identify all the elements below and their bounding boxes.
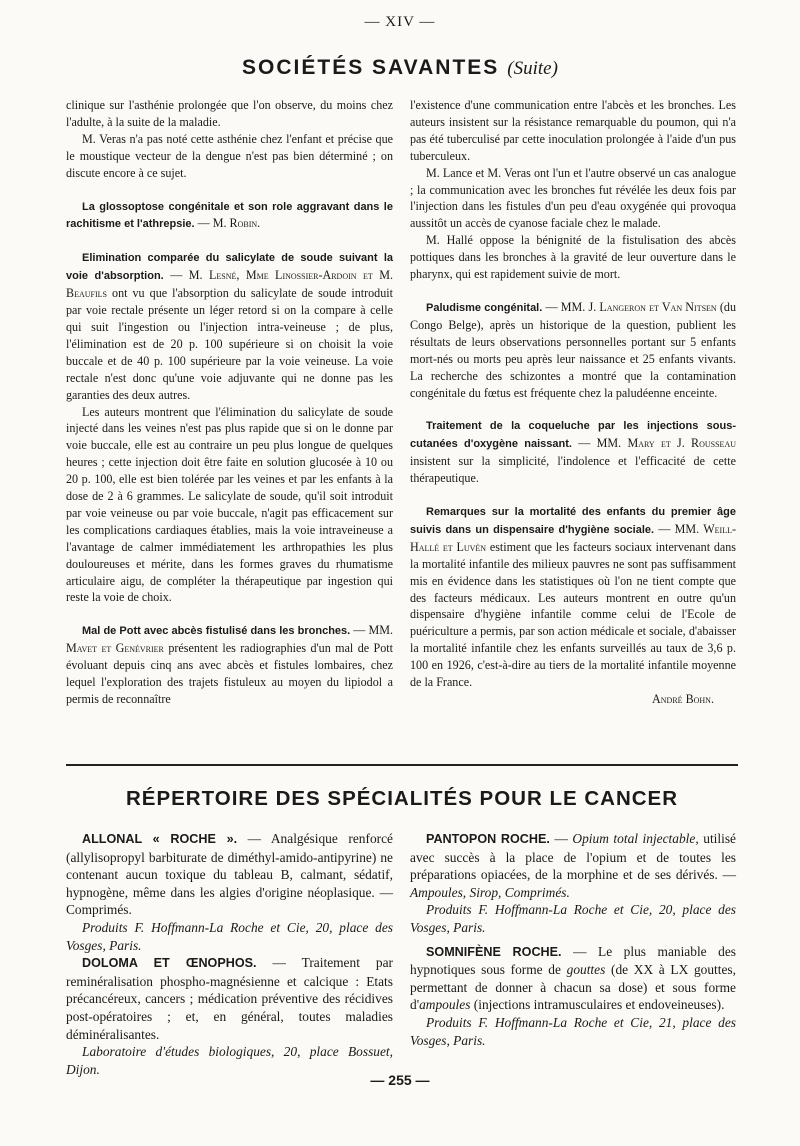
allonal-entry (66, 830, 393, 919)
left-column (66, 97, 393, 708)
right-column (410, 97, 736, 708)
pott-entry (66, 622, 393, 708)
doloma-entry (66, 954, 393, 1043)
somnifene-entry (410, 943, 736, 1014)
entry-title: Traitement de la coqueluche par les injections sous-cutanées d'oxygène naissant. (410, 420, 736, 451)
paragraph: M. Hallé oppose la bénignité de la fistulisation des abcès pottiques dans les bronches à la gravité de leur ouverture dans le pharynx, qui est rapidement suivie de mort. (410, 233, 736, 282)
paragraph: clinique sur l'asthénie prolongée que l'on observe, du moins chez l'adulte, à la suite de la maladie. (66, 98, 393, 129)
entry-author: — MM. J. Langeron et Van Nitsen (545, 299, 717, 314)
glossoptose-entry (66, 198, 393, 234)
entry-author: MM. Weill-Hallé et Luvèn (410, 521, 736, 554)
paludisme-entry (410, 299, 736, 401)
entry-title: Elimination comparée du salicylate de soude suivant la voie d'absorption. (66, 252, 393, 283)
page-number-roman: — XIV — (364, 14, 436, 30)
section-divider (66, 764, 738, 766)
pantopon-entry (410, 830, 736, 901)
product-text: utilisé avec succès à la place de l'opium et de toutes les préparations opiacées, de la morphine et de ses dérivés. — (410, 831, 736, 883)
repertoire-right-column (410, 830, 736, 1049)
product-name: ALLONAL « ROCHE ». (82, 832, 238, 846)
allonal-producer: Produits F. Hoffmann-La Roche et Cie, 20, place des Vosges, Paris. (66, 919, 393, 953)
entry-author: — M. Lesné, Mme Linossier-Ardoin et M. Beaufils (66, 268, 394, 301)
dash: — (353, 623, 366, 638)
societes-title: SOCIÉTÉS SAVANTES (242, 56, 500, 79)
product-text: — Le plus maniable des hypnotiques sous forme de (410, 943, 736, 978)
paragraph: Les auteurs montrent que l'élimination du salicylate de soude injecté dans les veines n'est pas plus rapide que si on le donne par voie buccale, elle est au contraire un peu plus longue de quelques heures ; cette injection doit être faite en solution glucosée à 10 ou 20 p. 100, elle est bien tolérée par les veines et par les enfants à la dose de 2 à 6 grammes. Le salicylate de soude, qu'il soit introduit par voie veineuse ou par voie buccale, n'agit pas efficacement sur les complications cardiaques établies, mais la voie intraveineuse a l'avantage de calmer immédiatement les arthropathies les plus douloureuses et mérite, dans les formes graves du rhumatisme articulaire aigu, de compléter la thérapeutique par ingestion qui reste la voie de choix. (66, 404, 393, 605)
entry-title: Paludisme congénital. (426, 301, 543, 314)
signature: André Bohn. (652, 692, 714, 706)
somnifene-producer: Produits F. Hoffmann-La Roche et Cie, 21, place des Vosges, Paris. (410, 1014, 736, 1048)
repertoire-left-column (66, 830, 393, 1078)
product-name: SOMNIFÈNE ROCHE. (426, 944, 562, 959)
page-number: — 255 — (370, 1072, 430, 1088)
entry-author: MM. Mavet et Genévrier (66, 623, 393, 656)
entry-text: présentent les radiographies d'un mal de Pott évoluant depuis cinq ans avec abcès et fistules lombaires, chez lequel l'exploration des trajets fistuleux au moyen du lipiodol a permis de reconnaître (66, 641, 393, 706)
product-name: DOLOMA ET ŒNOPHOS. (82, 956, 257, 971)
entry-text: ont vu que l'absorption du salicylate de soude introduit par voie rectale présente un léger retord si on la compare à celle qui suit l'ingestion ou l'injection intra-veineuse ; de plus, l'élimination est de 20 p. 100 supérieure si on choisit la voie buccale et de 40 p. 100 supérieure par la voie veineuse. La voie rectale n'est donc qu'une voie adjuvante qui ne donne pas les garanties des deux autres. (66, 286, 393, 402)
entry-author: — MM. Mary et J. Rousseau (578, 436, 736, 451)
product-italic: gouttes (566, 962, 606, 978)
societes-suite: (Suite) (507, 58, 558, 79)
section-title-repertoire: RÉPERTOIRE DES SPÉCIALITÉS POUR LE CANCER (125, 787, 679, 810)
entry-text: insistent sur la simplicité, l'indolence et l'efficacité de cette thérapeutique. (410, 454, 736, 486)
dash: — (658, 521, 671, 536)
mortalite-entry (410, 503, 736, 691)
product-text: (de XX à LX gouttes, permettant de donner à chacun sa dose) et sous forme d' (410, 962, 736, 1013)
coqueluche-entry (410, 417, 736, 487)
product-italic: ampoules (419, 997, 471, 1013)
product-name: PANTOPON ROCHE. (426, 832, 550, 846)
doloma-producer: Laboratoire d'études biologiques, 20, place Bossuet, Dijon. (66, 1044, 393, 1077)
section-title-societes (0, 56, 800, 80)
entry-text: (du Congo Belge), après un historique de la question, publient les résultats de leurs observations personnelles portant sur 5 enfants mort-nés ou morts peu après leur naissance et 25 enfants vivants. La recherche des schizontes a montré que la contamination congénitale du fœtus est fréquente chez la paludéenne enceinte. (410, 299, 737, 400)
paragraph: l'existence d'une communication entre l'abcès et les bronches. Les auteurs insistent sur la résistance remarquable du poumon, qui n'a pas été tuberculisé par cette inoculation prolongée à l'aide d'un pus tuberculeux. (410, 98, 736, 163)
pantopon-producer: Produits F. Hoffmann-La Roche et Cie, 20, place des Vosges, Paris. (410, 902, 736, 935)
product-text: — Traitement par reminéralisation phospho-magnésienne et calcique : Etats précancéreux, cancers ; médication préventive des récidives post-opératoires ; et, en général, toutes maladies déminéralisantes. (66, 955, 393, 1042)
entry-title: Mal de Pott avec abcès fistulisé dans les bronches. (82, 625, 351, 638)
entry-title: La glossoptose congénitale et son role aggravant dans le rachitisme et l'athrepsie. (66, 200, 393, 231)
product-forms: Ampoules, Sirop, Comprimés. (410, 884, 570, 900)
product-text: — Analgésique renforcé (allylisopropyl barbiturate de diméthyl-amido-antipyrine) ne contenant aucun toxique du tableau B, calmant, sédatif, hypnogène, même dans les algies d'origine néoplasique. — Comprimés. (66, 831, 393, 918)
paragraph: M. Lance et M. Veras ont l'un et l'autre observé un cas analogue ; la communication avec les bronches fut révélée les deux fois par l'injection dans les fistules d'un peu d'eau oxygénée qui provoqua aussitôt un accès de cyanose faciale chez le malade. (410, 165, 736, 231)
dash: — (554, 831, 568, 846)
entry-text: estiment que les facteurs sociaux intervenant dans la mortalité infantile des milieux pauvres ne sont pas suffisamment mis en évidence dans les statistiques où l'on ne tient compte que des facteurs médicaux. Les auteurs montrent en outre qu'un dispensaire d'hygiène infantile comme celui de l'Ecole de puériculture a permis, par son action médicale et sociale, d'abaisser la mortalité infantile chez les enfants surveillés au taux de 3,6 p. 100 en 1926, c'est-à-dire au tiers de la mortalité infantile moyenne de la France. (410, 539, 736, 690)
salicylate-entry (66, 249, 393, 403)
product-italic: Opium total injectable, (572, 831, 699, 846)
paragraph: M. Veras n'a pas noté cette asthénie chez l'enfant et précise que le moustique vecteur de la dengue n'est pas bien déterminé ; on discute encore à ce sujet. (66, 131, 393, 180)
entry-author: — M. Robin. (197, 216, 261, 231)
entry-title: Remarques sur la mortalité des enfants du premier âge suivis dans un dispensaire d'hygiène sociale. (410, 506, 736, 536)
product-text: (injections intramusculaires et endoveineuses). (473, 997, 725, 1013)
